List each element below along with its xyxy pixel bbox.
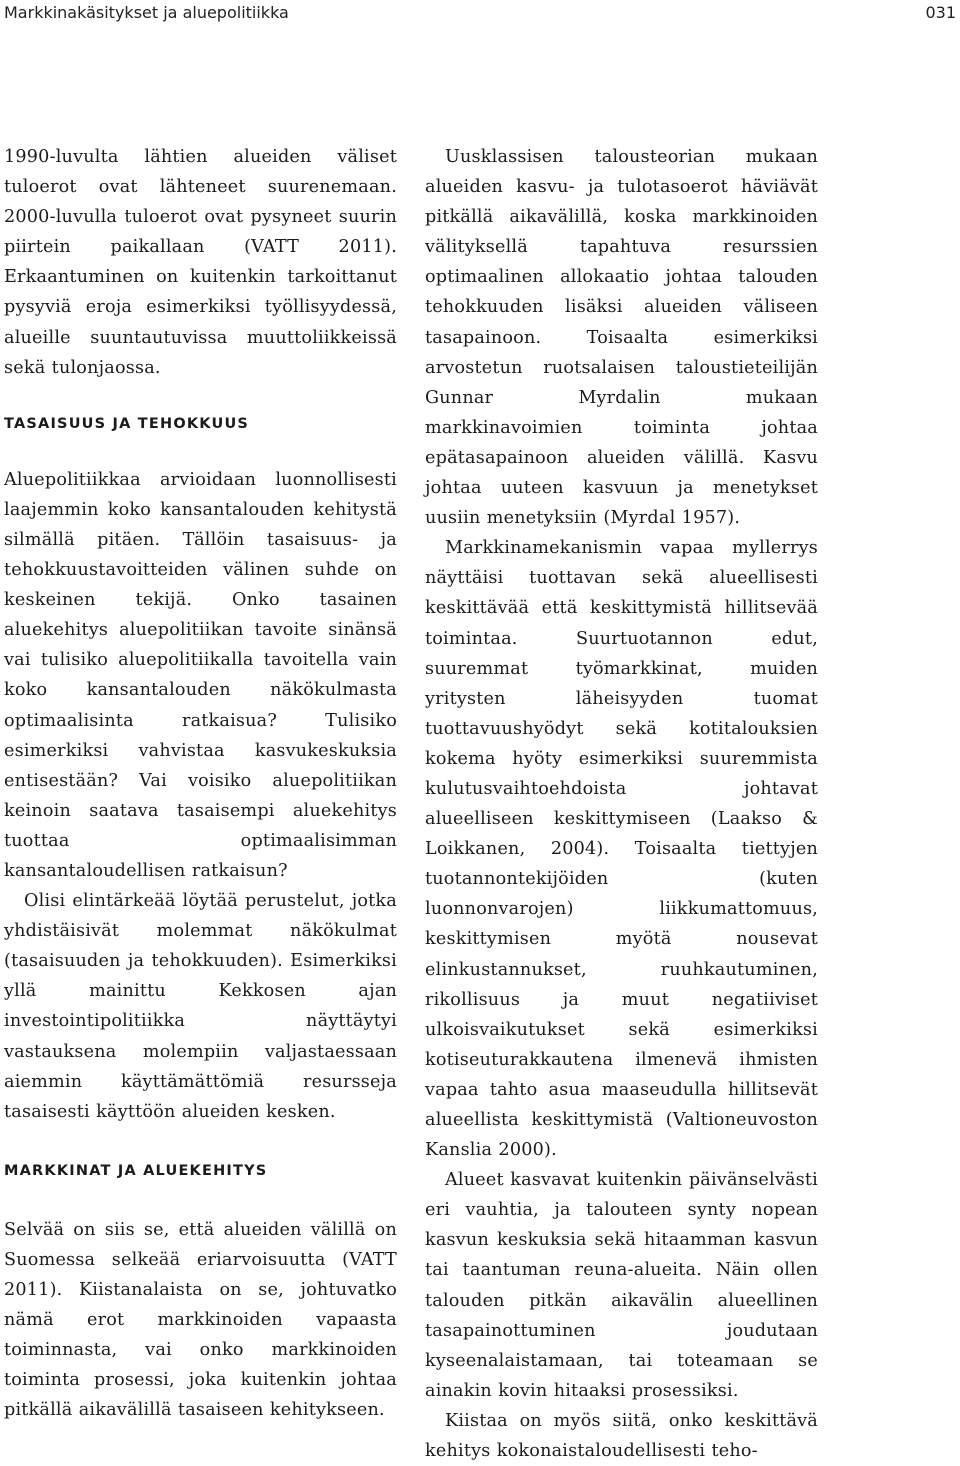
right-paragraph-1: Uusklassisen talousteorian mukaan alueiden kasvu- ja tulotasoerot häviävät pitkällä aikavälillä, koska markkinoiden välityksellä tapahtuva resurssien optimaalinen allokaatio johtaa talouden tehokkuuden lisäksi alueiden väliseen tasapainoon. Toisaalta esimerkiksi arvostetun ruotsalaisen taloustieteilijän Gunnar Myrdalin mukaan markkinavoimien toiminta johtaa epätasapainoon alueiden välillä. Kasvu johtaa uuteen kasvuun ja menetykset uusiin menetyksiin (Myrdal 1957). xyxy=(425,147,818,529)
left-paragraph-3: Olisi elintärkeää löytää perustelut, jotka yhdistäisivät molemmat näkökulmat (tasaisuuden ja tehokkuuden). Esimerkiksi yllä mainittu Kekkosen ajan investointipolitiikka näyttäytyi vastauksena molempiin valjastaessaan aiemmin käyttämättömiä resursseja tasaisesti käyttöön alueiden kesken. xyxy=(4,891,397,1122)
right-paragraph-3: Alueet kasvavat kuitenkin päivänselvästi eri vauhtia, ja talouteen synty nopean kasvun keskuksia sekä hitaamman kasvun tai taantuman reuna-alueita. Näin ollen talouden pitkän aikavälin alueellinen tasapainottuminen joudutaan kyseenalaistamaan, tai toteamaan se ainakin kovin hitaaksi prosessiksi. xyxy=(425,1170,818,1401)
right-paragraph-2: Markkinamekanismin vapaa myllerrys näyttäisi tuottavan sekä alueellisesti keskittävää että keskittymistä hillitsevää toimintaa. Suurtuotannon edut, suuremmat työmarkkinat, muiden yritysten läheisyyden tuomat tuottavuushyödyt sekä kotitalouksien kokema hyöty esimerkiksi suuremmista kulutusvaihtoehdoista johtavat alueelliseen keskittymiseen (Laakso & Loikkanen, 2004). Toisaalta tiettyjen tuotannontekijöiden (kuten luonnonvarojen) liikkumattomuus, keskittymisen myötä nousevat elinkustannukset, ruuhkautuminen, rikollisuus ja muut negatiiviset ulkoisvaikutukset sekä esimerkiksi kotiseuturakkautena ilmenevä ihmisten vapaa tahto asua maaseudulla hillitsevät alueellista keskittymistä (Valtioneuvoston Kanslia 2000). xyxy=(425,538,818,1161)
running-head-title: Markkinakäsitykset ja aluepolitiikka xyxy=(4,3,289,22)
right-paragraph-4: Kiistaa on myös siitä, onko keskittävä kehitys kokonaistaloudellisesti teho- xyxy=(425,1410,818,1462)
left-column xyxy=(4,142,397,1425)
section-heading-tasaisuus: TASAISUUS JA TEHOKKUUS xyxy=(4,415,250,432)
left-paragraph-2: Aluepolitiikkaa arvioidaan luonnollisesti laajemmin koko kansantalouden kehitystä silmällä pitäen. Tällöin tasaisuus- ja tehokkuustavoitteiden välinen suhde on keskeinen tekijä. Onko tasainen aluekehitys aluepolitiikan tavoite sinänsä vai tulisiko aluepolitiikalla tavoitella vain koko kansantalouden näkökulmasta optimaalisinta ratkaisua? Tulisiko esimerkiksi vahvistaa kasvukeskuksia entisestään? Vai voisiko aluepolitiikan keinoin saatava tasaisempi aluekehitys tuottaa optimaalisimman kansantaloudellisen ratkaisun? xyxy=(4,469,397,881)
page-header xyxy=(0,0,960,26)
page-number: 031 xyxy=(925,3,956,22)
section-heading-markkinat: MARKKINAT JA ALUEKEHITYS xyxy=(4,1162,268,1179)
left-paragraph-4: Selvää on siis se, että alueiden välillä on Suomessa selkeää eriarvoisuutta (VATT 2011). Kiistanalaista on se, johtuvatko nämä erot markkinoiden vapaasta toiminnasta, vai onko markkinoiden toiminta prosessi, joka kuitenkin johtaa pitkällä aikavälillä tasaiseen kehitykseen. xyxy=(4,1219,397,1421)
left-paragraph-1: 1990-luvulta lähtien alueiden väliset tuloerot ovat lähteneet suurenemaan. 2000-luvulla tuloerot ovat pysyneet suurin piirtein paikallaan (VATT 2011). Erkaantuminen on kuitenkin tarkoittanut pysyviä eroja esimerkiksi työllisyydessä, alueille suuntautuvissa muuttoliikkeissä sekä tulonjaossa. xyxy=(4,147,397,378)
right-column xyxy=(425,142,818,1466)
